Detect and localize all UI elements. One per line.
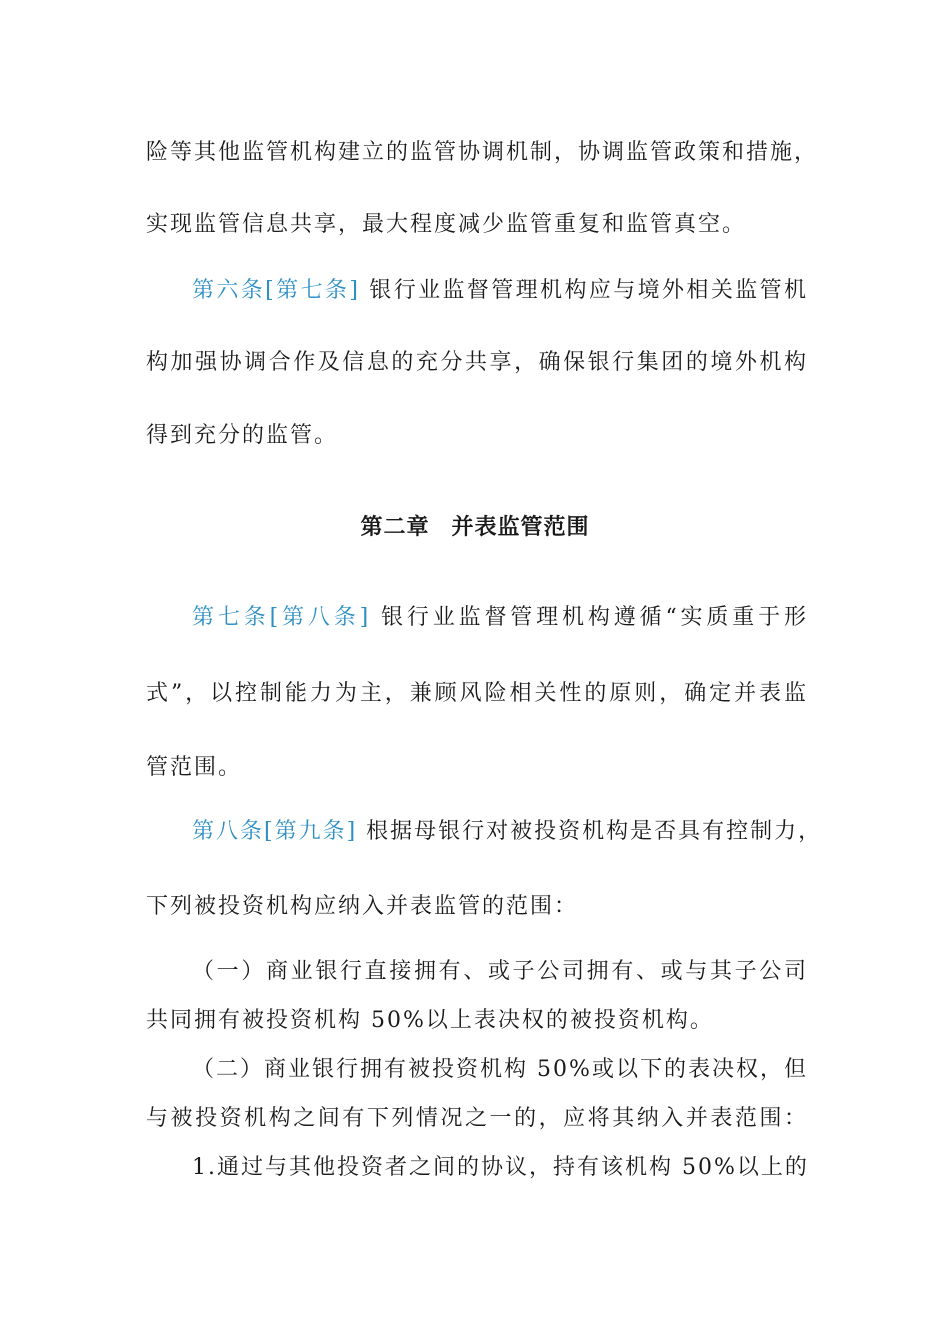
- paragraph-line: 险等其他监管机构建立的监管协调机制，协调监管政策和措施，: [146, 140, 819, 165]
- paragraph-line: 构加强协调合作及信息的充分共享，确保银行集团的境外机构: [146, 350, 808, 375]
- paragraph-line: 得到充分的监管。: [146, 423, 339, 448]
- paragraph-line: 与被投资机构之间有下列情况之一的，应将其纳入并表范围：: [146, 1106, 808, 1131]
- paragraph-line: 共同拥有被投资机构 50%以上表决权的被投资机构。: [146, 1008, 714, 1033]
- paragraph-line: 式”，以控制能力为主，兼顾风险相关性的原则，确定并表监: [146, 681, 808, 706]
- chapter-heading: [0, 513, 950, 543]
- paragraph-line: 实现监管信息共享，最大程度减少监管重复和监管真空。: [146, 212, 747, 237]
- chapter-number: 第二章: [360, 515, 430, 540]
- article-text: 根据母银行对被投资机构是否具有控制力，: [357, 819, 823, 844]
- article-reference: 第七条[第八条]: [192, 605, 371, 630]
- paragraph-line: 管范围。: [146, 755, 243, 780]
- article-text: 银行业监督管理机构遵循“实质重于形: [370, 605, 808, 630]
- list-item-line: 1.通过与其他投资者之间的协议，持有该机构 50%以上的: [192, 1155, 809, 1180]
- article-reference: 第八条[第九条]: [192, 819, 358, 844]
- article-8-line: [192, 817, 823, 847]
- article-6-line: [192, 276, 808, 306]
- list-item-line: （一）商业银行直接拥有、或子公司拥有、或与其子公司: [192, 959, 808, 984]
- article-text: 银行业监督管理机构应与境外相关监管机: [359, 278, 808, 303]
- article-reference: 第六条[第七条]: [192, 278, 360, 303]
- chapter-title: 并表监管范围: [451, 515, 590, 540]
- list-item-line: （二）商业银行拥有被投资机构 50%或以下的表决权，但: [192, 1057, 808, 1082]
- article-7-line: [192, 603, 808, 633]
- paragraph-line: 下列被投资机构应纳入并表监管的范围：: [146, 894, 579, 919]
